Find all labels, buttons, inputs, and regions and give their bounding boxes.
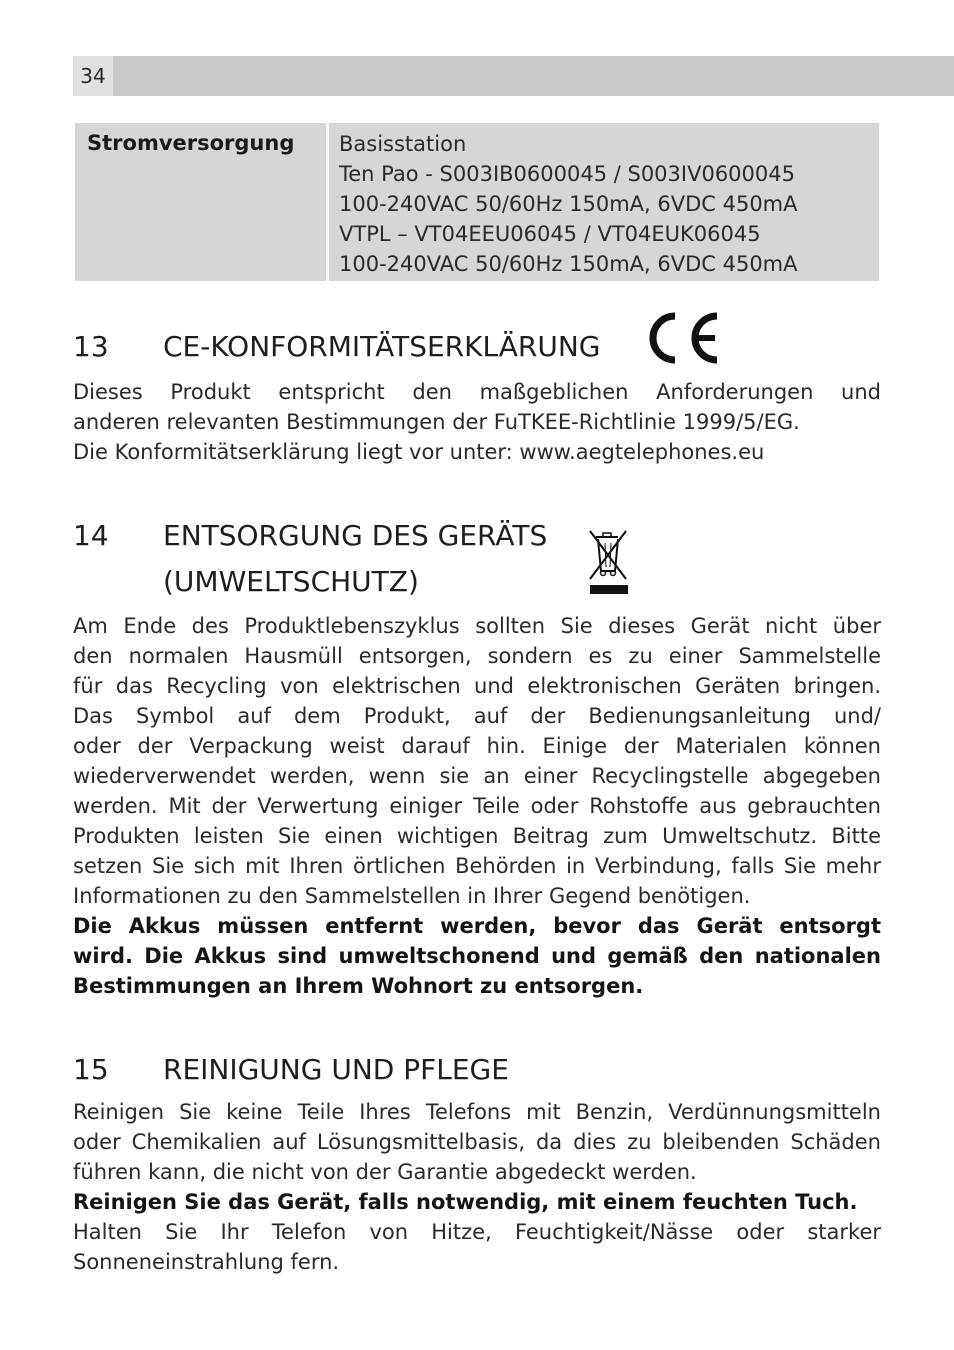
body-line: wiederverwendet werden, wenn sie an einer Recyclingstelle abgegeben bbox=[73, 764, 881, 788]
section-14-body bbox=[73, 611, 881, 1001]
spec-value-line: Ten Pao - S003IB0600045 / S003IV0600045 bbox=[339, 162, 795, 186]
bold-line: Bestimmungen an Ihrem Wohnort zu entsorgen. bbox=[73, 974, 644, 998]
section-14-heading-cont bbox=[163, 565, 419, 598]
section-14-heading bbox=[73, 519, 547, 552]
body-line: Produkten leisten Sie einen wichtigen Beitrag zum Umweltschutz. Bitte bbox=[73, 824, 881, 848]
section-number: 13 bbox=[73, 330, 109, 363]
page-number: 34 bbox=[73, 56, 113, 96]
spec-table bbox=[75, 123, 879, 281]
body-line: Sonneneinstrahlung fern. bbox=[73, 1250, 340, 1274]
crossed-bin-icon bbox=[586, 527, 630, 597]
body-line: werden. Mit der Verwertung einiger Teile oder Rohstoffe aus gebrauchten bbox=[73, 794, 881, 818]
body-line: Das Symbol auf dem Produkt, auf der Bedienungsanleitung und/ bbox=[73, 704, 881, 728]
body-line: anderen relevanten Bestimmungen der FuTKEE-Richtlinie 1999/5/EG. bbox=[73, 410, 800, 434]
body-line: setzen Sie sich mit Ihren örtlichen Behörden in Verbindung, falls Sie mehr bbox=[73, 854, 881, 878]
spec-value-line: 100-240VAC 50/60Hz 150mA, 6VDC 450mA bbox=[339, 192, 798, 216]
section-13-heading bbox=[73, 330, 600, 363]
body-line: Dieses Produkt entspricht den maßgeblichen Anforderungen und bbox=[73, 380, 881, 404]
body-line: führen kann, die nicht von der Garantie abgedeckt werden. bbox=[73, 1160, 697, 1184]
body-line: Am Ende des Produktlebenszyklus sollten Sie dieses Gerät nicht über bbox=[73, 614, 881, 638]
section-number: 15 bbox=[73, 1053, 109, 1086]
section-title: REINIGUNG UND PFLEGE bbox=[163, 1053, 509, 1086]
section-13-body bbox=[73, 377, 881, 467]
body-line: Halten Sie Ihr Telefon von Hitze, Feuchtigkeit/Nässe oder starker bbox=[73, 1220, 881, 1244]
spec-value-line: Basisstation bbox=[339, 132, 467, 156]
spec-value-line: 100-240VAC 50/60Hz 150mA, 6VDC 450mA bbox=[339, 252, 798, 276]
body-line: Reinigen Sie keine Teile Ihres Telefons mit Benzin, Verdünnungsmitteln bbox=[73, 1100, 881, 1124]
spec-label: Stromversorgung bbox=[75, 123, 326, 281]
section-15-body bbox=[73, 1097, 881, 1277]
body-line: Informationen zu den Sammelstellen in Ihrer Gegend benötigen. bbox=[73, 884, 751, 908]
ce-mark-icon bbox=[641, 310, 721, 366]
section-title: (UMWELTSCHUTZ) bbox=[163, 565, 419, 598]
spec-value bbox=[329, 123, 879, 281]
section-title: CE-KONFORMITÄTSERKLÄRUNG bbox=[163, 330, 601, 363]
section-number: 14 bbox=[73, 519, 109, 552]
bold-line: Die Akkus müssen entfernt werden, bevor das Gerät entsorgt bbox=[73, 914, 881, 938]
section-15-heading bbox=[73, 1053, 509, 1086]
page-header-bar bbox=[73, 56, 954, 96]
body-line: Die Konformitätserklärung liegt vor unter: www.aegtelephones.eu bbox=[73, 440, 765, 464]
section-title: ENTSORGUNG DES GERÄTS bbox=[163, 519, 548, 552]
spec-value-line: VTPL – VT04EEU06045 / VT04EUK06045 bbox=[339, 222, 761, 246]
body-line: oder der Verpackung weist darauf hin. Einige der Materialen können bbox=[73, 734, 881, 758]
bold-line: wird. Die Akkus sind umweltschonend und gemäß den nationalen bbox=[73, 944, 881, 968]
body-line: oder Chemikalien auf Lösungsmittelbasis, da dies zu bleibenden Schäden bbox=[73, 1130, 881, 1154]
body-line: den normalen Hausmüll entsorgen, sondern es zu einer Sammelstelle bbox=[73, 644, 881, 668]
bold-line: Reinigen Sie das Gerät, falls notwendig, mit einem feuchten Tuch. bbox=[73, 1190, 858, 1214]
body-line: für das Recycling von elektrischen und elektronischen Geräten bringen. bbox=[73, 674, 881, 698]
